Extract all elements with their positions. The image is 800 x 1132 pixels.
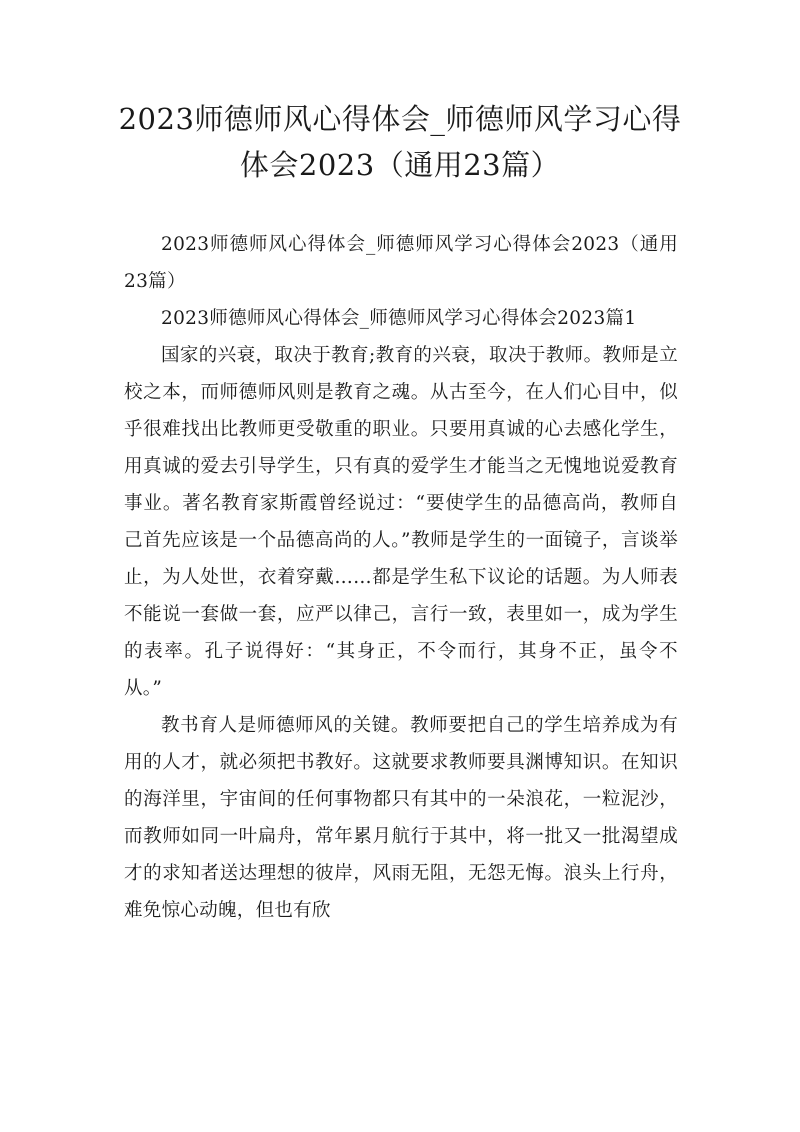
paragraph-subtitle: 2023师德师风心得体会_师德师风学习心得体会2023（通用23篇） [124,234,678,292]
document-body [124,226,678,929]
paragraph-section-heading: 2023师德师风心得体会_师德师风学习心得体会2023篇1 [161,308,637,329]
document-title: 2023师德师风心得体会_师德师风学习心得体会2023（通用23篇） [118,102,682,182]
paragraph-body: 教书育人是师德师风的关键。教师要把自己的学生培养成为有用的人才，就必须把书教好。这就要求教师要具渊博知识。在知识的海洋里，宇宙间的任何事物都只有其中的一朵浪花，一粒泥沙，而教师如同一叶扁舟，常年累月航行于其中，将一批又一批渴望成才的求知者送达理想的彼岸，风雨无阻，无怨无悔。浪头上行舟，难免惊心动魄，但也有欣 [124,715,678,921]
paragraph-body: 国家的兴衰，取决于教育;教育的兴衰，取决于教师。教师是立校之本，而师德师风则是教育之魂。从古至今，在人们心目中，似乎很难找出比教师更受敬重的职业。只要用真诚的心去感化学生，用真诚的爱去引导学生，只有真的爱学生才能当之无愧地说爱教育事业。著名教育家斯霞曾经说过：“要使学生的品德高尚，教师自己首先应该是一个品德高尚的人。”教师是学生的一面镜子，言谈举止，为人处世，衣着穿戴……都是学生私下议论的话题。为人师表不能说一套做一套，应严以律己，言行一致，表里如一，成为学生的表率。孔子说得好：“其身正，不令而行，其身不正，虽令不从。” [124,345,678,699]
